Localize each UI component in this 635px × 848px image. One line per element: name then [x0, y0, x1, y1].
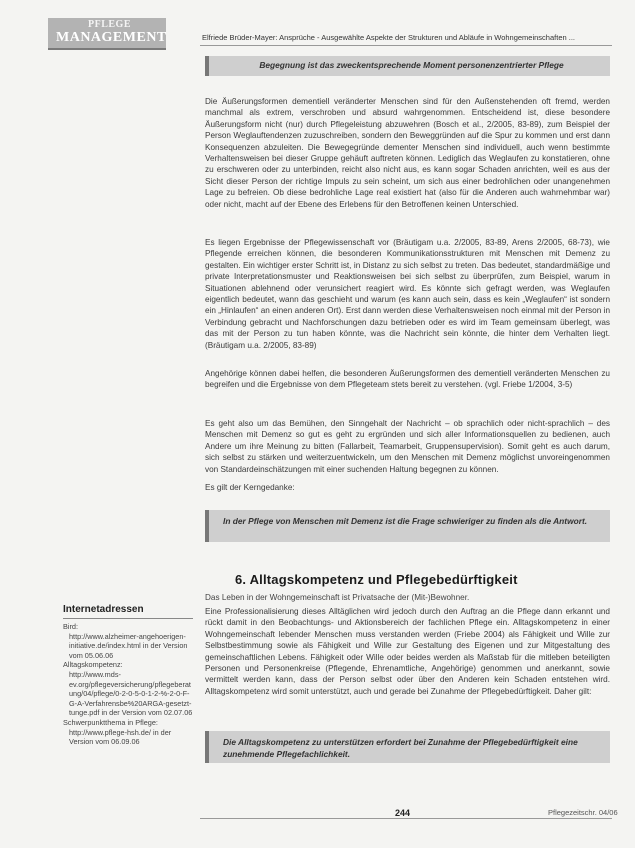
- body-paragraph: Es geht also um das Bemühen, den Sinngehalt der Nachricht – ob sprachlich oder nicht-sprachlich – des Menschen mit Demenz so gut es geht zu ergründen und sich aller Informationsquellen zu bedienen, auch Andere um ihre Meinung zu bitten (Fallarbeit, Teamarbeit, Gruppensupervision). Somit geht es auch darum, sich selbst zu stärken und weiterzuentwickeln, um den Menschen mit Demenz möglichst unvoreingenommen von Standardeinschätzungen mit einer suchenden Haltung begegnen zu können.: [205, 419, 610, 474]
- section-subtitle: Das Leben in der Wohngemeinschaft ist Privatsache der (Mit-)Bewohner.: [205, 593, 470, 602]
- body-paragraph: Es gilt der Kerngedanke:: [205, 483, 295, 492]
- logo-top-text: PFLEGE: [88, 19, 132, 30]
- section-heading: 6. Alltagskompetenz und Pflegebedürftigkeit: [235, 572, 518, 587]
- logo-bottom-text: MANAGEMENT: [56, 30, 167, 45]
- sidebar-item-label: Alltagskompetenz:: [63, 660, 123, 670]
- sidebar-title: Internetadressen: [63, 604, 193, 619]
- body-paragraph: Angehörige können dabei helfen, die besonderen Äußerungsformen des dementiell veränderten Menschen zu begreifen und die Ergebnisse von dem Pflegeteam stets bereit zu verstehen. (vgl. Friebe 1/2004, 3-5): [205, 369, 610, 390]
- running-header: Elfriede Brüder-Mayer: Ansprüche - Ausgewählte Aspekte der Strukturen und Abläufe in Wohngemeinschaften ...: [202, 33, 575, 42]
- callout-box-middle: In der Pflege von Menschen mit Demenz ist die Frage schwieriger zu finden als die Antwort.: [205, 510, 610, 542]
- sidebar-item-label: Bird:: [63, 622, 79, 631]
- header-divider: [200, 45, 612, 46]
- page-number: 244: [395, 808, 411, 818]
- publication-logo: [48, 18, 166, 50]
- body-paragraph: Die Äußerungsformen dementiell veränderter Menschen sind für den Außenstehenden oft fremd, werden manchmal als extrem, verschroben und absurd wahrgenommen. Entscheidend ist, diese besondere Äußerungsform nicht (nur) durch Pflegeleistung abzuwehren (Bosch et al., 2/2005, 83-89), zum Beispiel der Person Weglauftendenzen zuzuschreiben, sondern den Beweggründen auf die Spur zu kommen und erst dann Konsequenzen abzuleiten. Die Bewegegründe dementer Menschen sind individuell, auch wenn bestimmte Verhaltensweisen bei dieser Gruppe gehäuft auftreten können. Lediglich das Weglaufen zu konstatieren, ohne zu erschweren oder zu unterbinden, reicht also nicht aus, es kann sogar Schaden anrichten, weil es aus der Sicht dieser Person der richtige Impuls zu sein scheint, um sich aus einer bedrohlichen oder unangenehmen Lage zu befreien. Ob diese bedrohliche Lage real existiert hat (also für die Anderen auch wahrnehmbar war) oder nicht, macht auf der Ebene des Erlebens für den Betroffenen keinen Unterschied.: [205, 97, 610, 209]
- footer-divider: [200, 818, 612, 819]
- sidebar-item: [63, 718, 195, 747]
- callout-box-top: Begegnung ist das zweckentsprechende Moment personenzentrierter Pflege: [205, 56, 610, 76]
- sidebar-link[interactable]: http://www.alzheimer-angehoerigen-initiative.de/index.html in der Version vom 05.06.06: [69, 631, 188, 660]
- sidebar-item-label: Schwerpunktthema in Pflege:: [63, 717, 158, 727]
- body-paragraph: Eine Professionalisierung dieses Alltäglichen wird jedoch durch den Auftrag an die Pflege dann erkannt und rückt damit in den Beobachtungs- und Aktionsbereich der fachlichen Pflege ein. Alltagskompetenz in einer Wohngemeinschaft lebender Menschen muss verstanden werden (Friebe 2004) als Fähigkeit und Wille zur Selbstbestimmung sowie als Fähigkeit und Wille zur Gestaltung des Eigenen und zur Mitgestaltung des gemeinschaftlichen Lebens. Fähigkeit oder Wille oder beides werden als Maßstab für die mitleben beteiligten Personen und Personenkreise (Pflegende, Ehrenamtliche, Angehörige) genommen und anerkannt, sowie vermittelt werden kann, dass der Person selbst oder über den Anderen kein Schaden entstehen wird. Alltagskompetenz wird somit unterstützt, auch und gerade bei Zunahme der Pflegebedürftigkeit. Daher gilt:: [205, 607, 610, 696]
- sidebar-link[interactable]: http://www.mds-ev.org/pflegeversicherung/pflegeberatung/04/pflege/0-2-0-5-0-1-2-%-2-0-F-G-A-Verfahrensbe%20ARGA-gesetzt-tunge.pdf in der Version vom 02.07.06: [69, 669, 193, 718]
- issue-label: Pflegezeitschr. 04/06: [548, 808, 618, 817]
- sidebar-item: [63, 622, 195, 660]
- sidebar-item: [63, 660, 195, 718]
- sidebar-link-list: [63, 622, 195, 747]
- callout-box-bottom: Die Alltagskompetenz zu unterstützen erfordert bei Zunahme der Pflegebedürftigkeit eine zunehmende Pflegefachlichkeit.: [205, 731, 610, 763]
- body-paragraph: Es liegen Ergebnisse der Pflegewissenschaft vor (Bräutigam u.a. 2/2005, 83-89, Arens 2/2005, 68-73), wie Pflegende erreichen können, die besonderen Kommunikationsstrukturen mit Menschen mit Demenz zu gestalten. Ein wichtiger erster Schritt ist, in Distanz zu sich selbst zu treten. Das bedeutet, standardmäßige und private Interpretationsmuster und Reaktionsweisen bei sich selbst zu überprüfen, zum Beispiel, warum in Situationen ablehnend oder verunsichert reagiert wird. Es könnte sich gefragt werden, was Weglaufen eigentlich bedeutet, wann das geschieht und warum (es kann auch sein, dass es kein „Weglaufen“ ist sondern ein „Hinlaufen“ an einen anderen Ort). Erst dann werden diese Verhaltensweisen noch einmal mit der Person in Verbindung gebracht und Nachforschungen dazu betrieben oder es wird im Team gemeinsam überlegt, was das mit der Person zu tun haben könnte, was die Nachricht sein könnte, die hinter dem Verhalten liegt. (Bräutigam u.a. 2/2005, 83-89): [205, 238, 610, 350]
- sidebar-link[interactable]: http://www.pflege-hsh.de/ in der Version vom 06.09.06: [69, 727, 172, 747]
